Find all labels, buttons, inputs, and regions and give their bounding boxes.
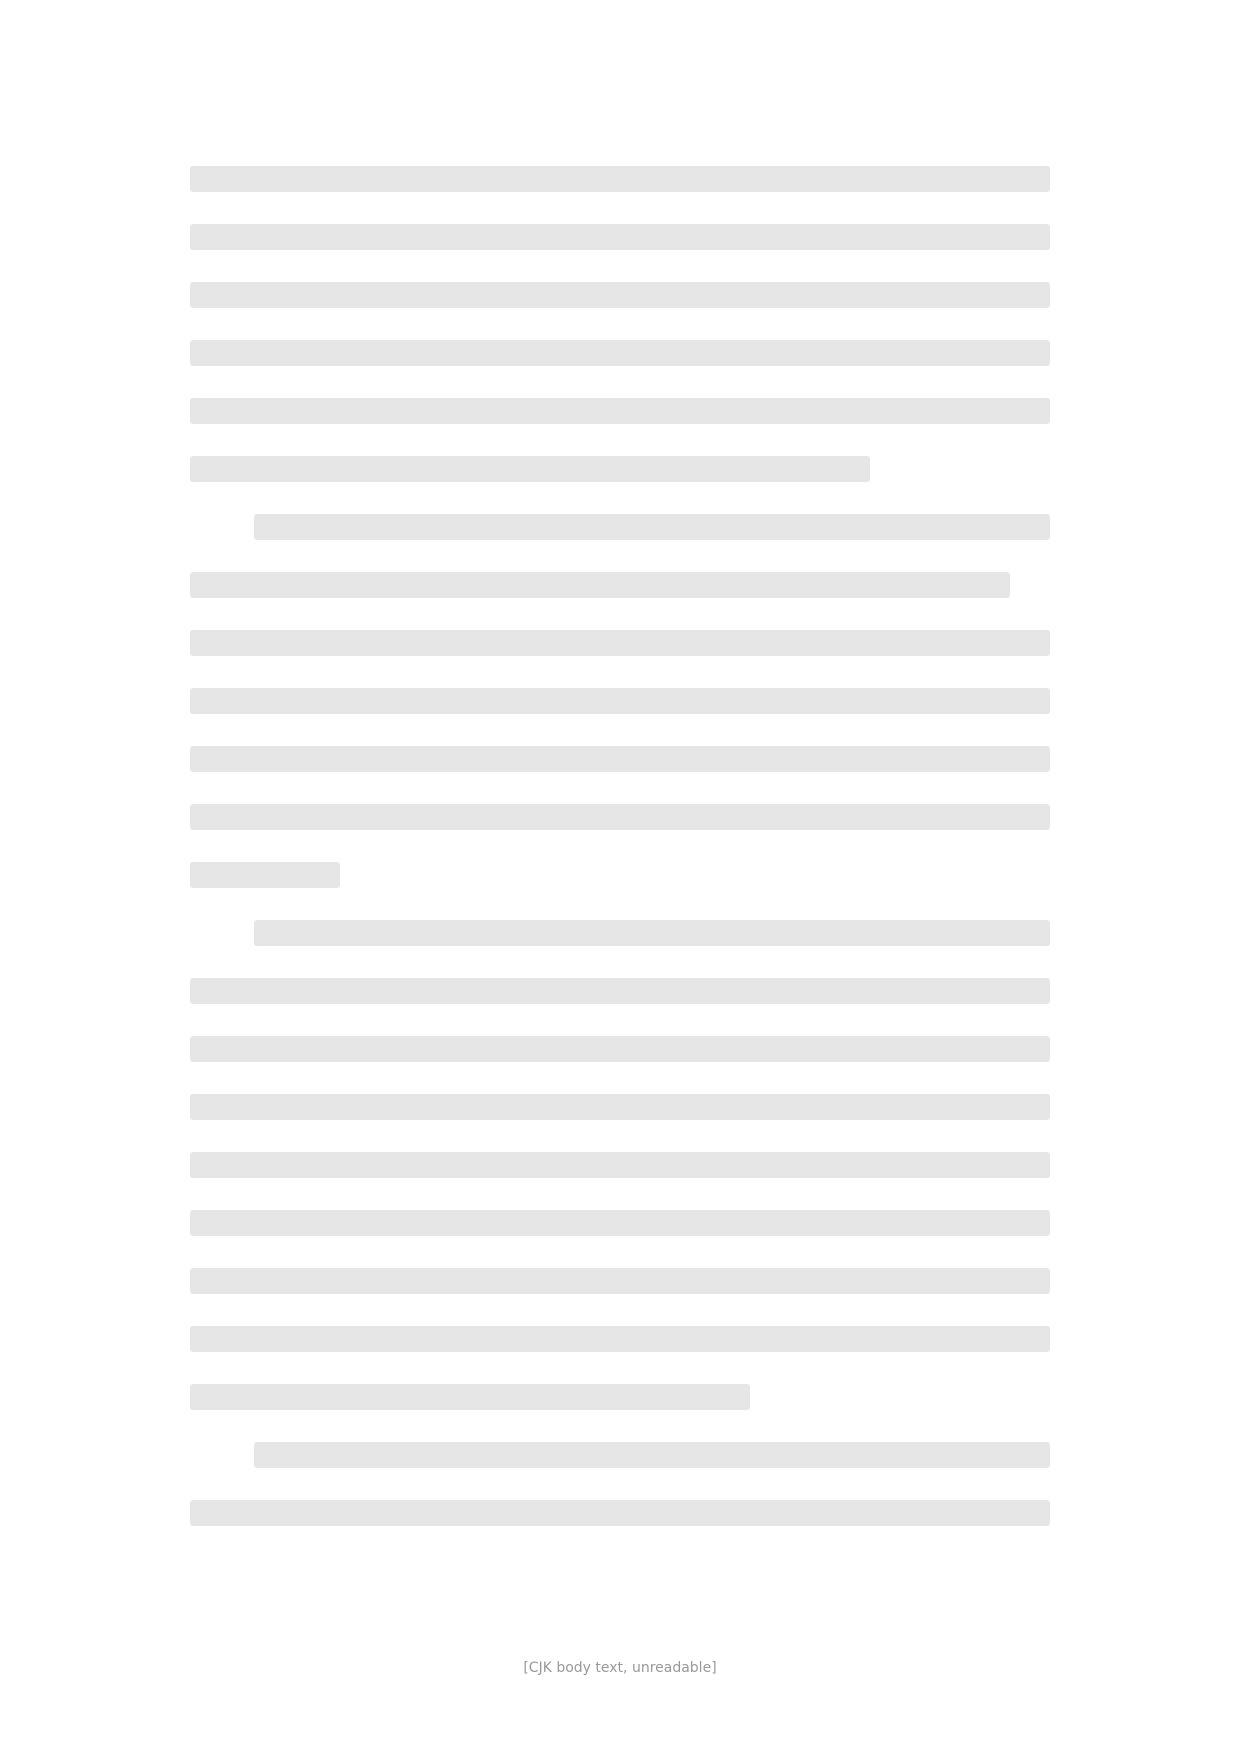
paragraph-2 — [190, 498, 1050, 904]
paragraph-1 — [190, 150, 1050, 498]
text-column — [190, 150, 1050, 1542]
unreadable-text-note: [CJK body text, unreadable] — [523, 1660, 717, 1676]
paragraph-4 — [190, 1426, 1050, 1542]
paragraph-3 — [190, 904, 1050, 1426]
